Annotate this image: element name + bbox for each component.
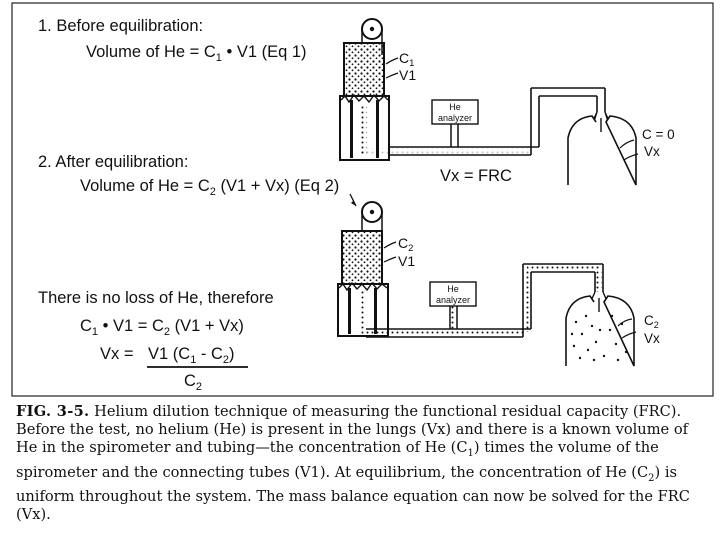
step1-equation: Volume of $He = C_1$ • V1 (Eq 1) <box>86 43 307 64</box>
lungs-before <box>568 112 675 185</box>
spirometer-volume-label: V1 <box>398 253 416 269</box>
step2-equation: Volume of $He = C_2$ (V1 + Vx) (Eq 2) <box>80 177 340 198</box>
caption-text-b: ) times the volume of the spirometer and the connecting tubes (V1). At equilibrium, the concentration of He (C <box>16 439 659 481</box>
lung-concentration-label: C = 0 <box>642 127 675 142</box>
spirometer-concentration-label: $C_2$ <box>398 235 414 254</box>
lung-volume-label: Vx <box>644 331 660 346</box>
conclusion-statement: There is no loss of He, therefore <box>38 289 274 307</box>
spirometer-bell <box>342 231 382 287</box>
step1-heading: 1. Before equilibration: <box>38 17 204 35</box>
figure-caption <box>16 403 712 524</box>
step2-heading: 2. After equilibration: <box>38 153 189 171</box>
caption-sub-2: 2 <box>648 472 655 484</box>
caption-label: FIG. 3-5. <box>16 403 90 420</box>
lung-outline <box>568 116 636 185</box>
frc-solution-numerator: V1 $(C_1 - C_2)$ <box>148 345 235 366</box>
caption-text-c: ) is uniform throughout the system. The mass balance equation can now be solved for the FRC (Vx). <box>16 463 690 523</box>
frc-solution-lhs: Vx = <box>100 345 134 363</box>
spirometer-bell <box>344 43 384 100</box>
svg-text:analyzer: analyzer <box>435 295 471 305</box>
spirometer-before <box>340 19 416 160</box>
frc-label: Vx = FRC <box>440 167 512 185</box>
spirometer-concentration-label: $C_1$ <box>399 50 415 69</box>
svg-text:He: He <box>449 102 461 112</box>
mass-balance-equation: $C_1$ • $V1 = C_2$ (V1 + Vx) <box>80 317 244 338</box>
caption-sub-1: 1 <box>467 448 474 460</box>
lung-volume-label: Vx <box>644 144 660 159</box>
caption-text-a: Helium dilution technique of measuring the functional residual capacity (FRC). Before the test, no helium (He) is present in the lungs (Vx) and there is a known volume of He in the spirometer and tubing—the concentration of He (C <box>16 403 689 457</box>
svg-text:He: He <box>447 284 459 294</box>
spirometer-after <box>338 202 415 336</box>
svg-text:analyzer: analyzer <box>437 113 473 123</box>
lungs-after <box>566 292 660 366</box>
frc-solution-denominator: $C_2$ <box>184 372 203 393</box>
lung-concentration-label: $C_2$ <box>644 313 659 330</box>
spirometer-volume-label: V1 <box>399 67 417 83</box>
